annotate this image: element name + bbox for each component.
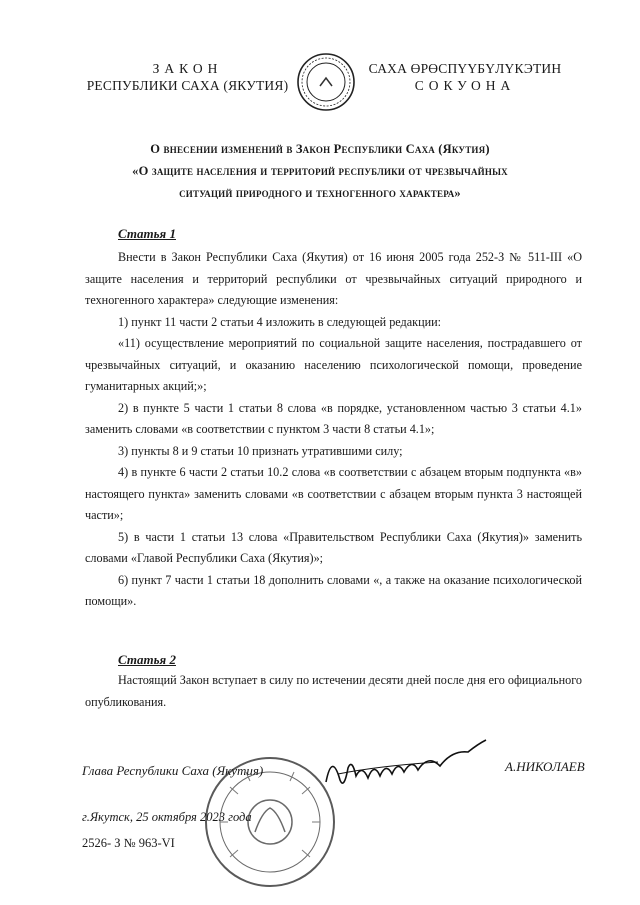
header-left-line2: РЕСПУБЛИКИ САХА (ЯКУТИЯ) (86, 78, 289, 93)
header-left (70, 60, 305, 94)
article1-paragraph: 5) в части 1 статьи 13 слова «Правительством Республики Саха (Якутия)» заменить словами «Главой Республики Саха (Якутия)»; (85, 529, 582, 565)
document-title (60, 138, 580, 204)
law-number: 2526- З № 963-VI (82, 836, 175, 850)
header-right-line1: САХА ӨРӨСПҮҮБҮЛҮКЭТИН (368, 61, 562, 76)
article1-paragraph: 2) в пункте 5 части 1 статьи 8 слова «в порядке, установленном частью 3 статьи 4.1» заменить словами «в соответствии с пунктом 3 части 8 статьи 4.1»; (85, 400, 582, 436)
header-right (345, 60, 585, 94)
place-and-date: г.Якутск, 25 октября 2023 года (82, 810, 252, 824)
article1-paragraph: «11) осуществление мероприятий по социальной защите населения, пострадавшего от чрезвычайных ситуаций, и оказанию населению психологической помощи, проведение гуманитарных акций;»; (85, 336, 582, 393)
article1-paragraph: Внести в Закон Республики Саха (Якутия) от 16 июня 2005 года 252-З № 511-III «О защите населения и территорий республики от чрезвычайных ситуаций природного и техногенного характера» следующие изменения: (85, 250, 582, 307)
article1-body (85, 247, 582, 613)
article2-body (85, 670, 582, 713)
article1-heading: Статья 1 (118, 226, 176, 241)
article2-paragraph: Настоящий Закон вступает в силу по истечении десяти дней после дня его официального опубликования. (85, 673, 582, 709)
article1-paragraph: 1) пункт 11 части 2 статьи 4 изложить в следующей редакции: (118, 314, 442, 329)
title-line1: О внесении изменений в Закон Республики Саха (Якутия) (150, 142, 490, 156)
signatory-name: А.НИКОЛАЕВ (505, 759, 585, 774)
article1-paragraph: 6) пункт 7 части 1 статьи 18 дополнить словами «, а также на оказание психологической помощи». (85, 572, 582, 608)
title-line2: «О защите населения и территорий республики от чрезвычайных (132, 164, 508, 178)
title-line3: ситуаций природного и техногенного характера» (179, 186, 461, 200)
article1-paragraph: 4) в пункте 6 части 2 статьи 10.2 слова «в соответствии с абзацем вторым подпункта «в» настоящего пункта» заменить словами «в соответствии с абзацем вторым пункта 3 настоящей части»; (85, 465, 582, 522)
header-right-line2: СОКУОНА (414, 78, 516, 93)
handwritten-signature (318, 732, 498, 802)
signatory-position: Глава Республики Саха (Якутия) (82, 763, 264, 778)
article1-paragraph: 3) пункты 8 и 9 статьи 10 признать утратившими силу; (118, 443, 403, 458)
article2-heading: Статья 2 (118, 652, 176, 667)
header-left-line1: ЗАКОН (152, 61, 223, 76)
